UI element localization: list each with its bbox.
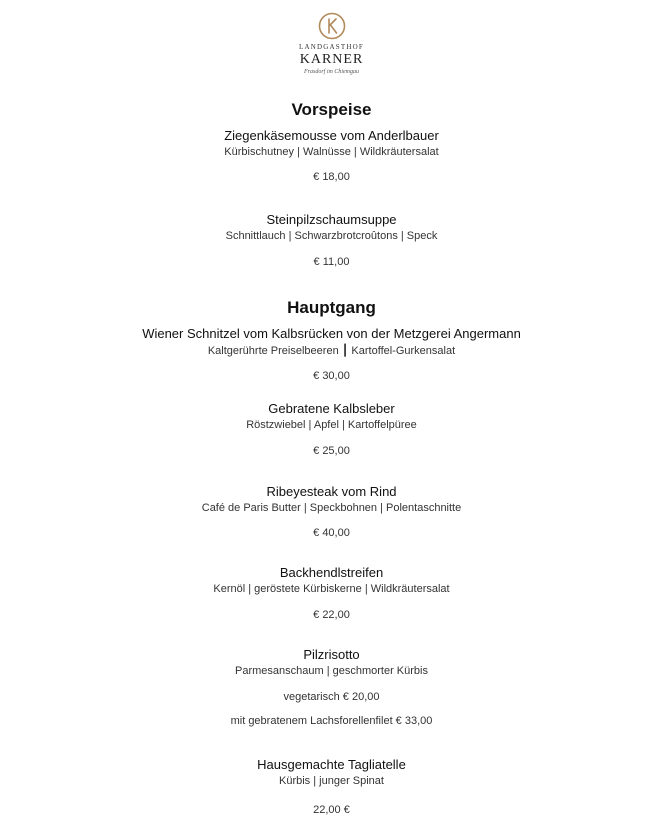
dish-name: Steinpilzschaumsuppe <box>266 212 397 227</box>
dish-description: Röstzwiebel | Apfel | Kartoffelpüree <box>246 419 417 431</box>
logo-line-karner: KARNER <box>299 52 364 67</box>
dish-description: Kürbis | junger Spinat <box>279 775 384 787</box>
logo-line-location: Frasdorf im Chiemgau <box>303 69 359 75</box>
dish-name: Ziegenkäsemousse vom Anderlbauer <box>224 128 439 143</box>
dish-description: Café de Paris Butter | Speckbohnen | Polentaschnitte <box>201 502 462 514</box>
dish-price: € 30,00 <box>313 370 350 382</box>
dish-price: € 40,00 <box>313 527 350 539</box>
dish-price-vegetarian: vegetarisch € 20,00 <box>283 691 380 703</box>
dish-price: € 25,00 <box>313 445 350 457</box>
section-title-vorspeise: Vorspeise <box>291 100 372 119</box>
dish-description: Schnittlauch | Schwarzbrotcroûtons | Speck <box>225 230 438 242</box>
dish-price-with-fish: mit gebratenem Lachsforellenfilet € 33,00 <box>230 715 433 727</box>
dish-name: Gebratene Kalbsleber <box>268 401 395 416</box>
dish-price: 22,00 € <box>313 804 350 816</box>
dish-description: Kaltgerührte Preiselbeeren ┃ Kartoffel-Gurkensalat <box>207 345 456 357</box>
section-title-hauptgang: Hauptgang <box>287 298 376 317</box>
dish-name: Backhendlstreifen <box>279 565 384 580</box>
logo-line-landgasthof: LANDGASTHOF <box>299 43 364 51</box>
dish-name: Ribeyesteak vom Rind <box>266 484 397 499</box>
dish-price: € 18,00 <box>313 171 350 183</box>
dish-name: Hausgemachte Tagliatelle <box>257 757 406 772</box>
dish-price: € 22,00 <box>313 609 350 621</box>
dish-description: Parmesanschaum | geschmorter Kürbis <box>235 665 428 677</box>
k-monogram-icon <box>318 12 346 40</box>
dish-name: Pilzrisotto <box>303 647 360 662</box>
dish-description: Kürbischutney | Walnüsse | Wildkräutersalat <box>224 146 439 158</box>
dish-description: Kernöl | geröstete Kürbiskerne | Wildkräutersalat <box>213 583 450 595</box>
dish-price: € 11,00 <box>313 256 350 268</box>
dish-name: Wiener Schnitzel vom Kalbsrücken von der Metzgerei Angermann <box>142 326 521 341</box>
logo <box>0 12 663 75</box>
